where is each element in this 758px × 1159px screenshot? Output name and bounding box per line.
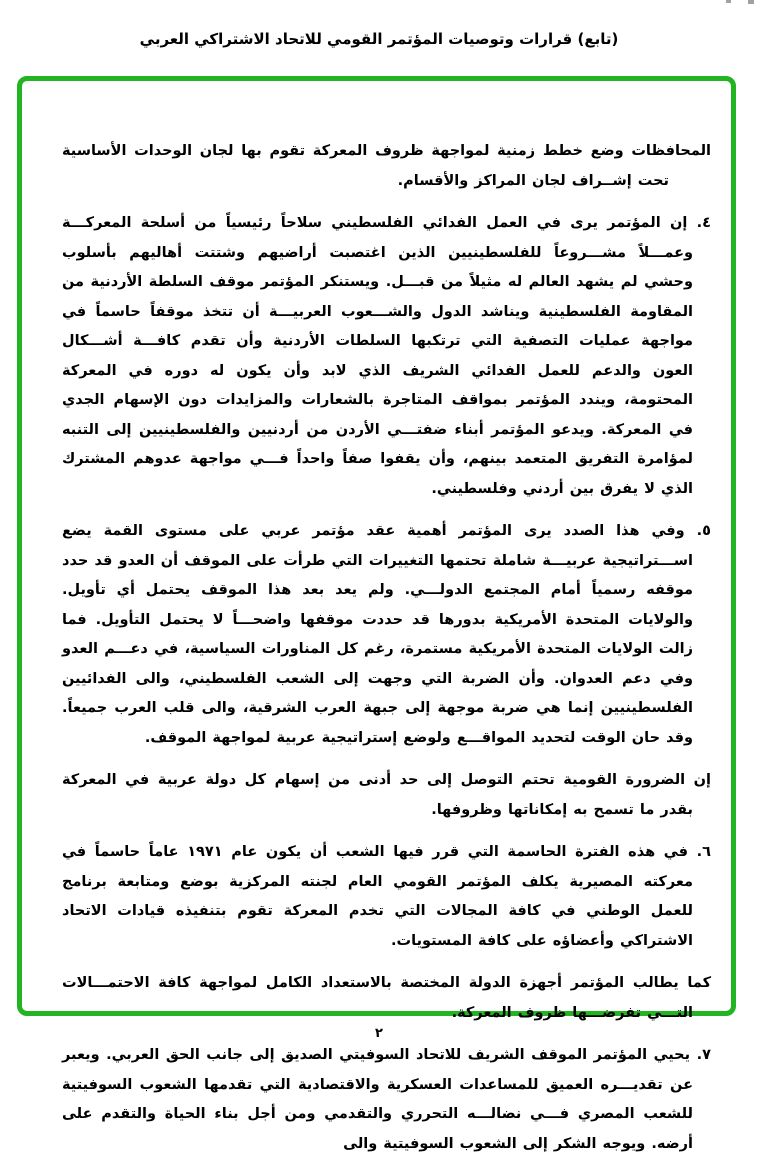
paragraph-note-2 <box>62 969 711 1028</box>
paragraph-text: وفي هذا الصدد يرى المؤتمر أهمية عقد مؤتمر عربي على مستوى القمة يضع اســـتراتيجية عربيـــة شاملة تحتمها التغييرات التي طرأت على الموقف أن العدو قد حدد موقفه رسمياً أمام المجتمع الدولـــي. ولم يعد بعد هذا الموقف يحتمل أي تأويل. والولايات المتحدة الأمريكية بدورها قد حددت موقفها واضحـــاً لا يحتمل التأويل. فما زالت الولايات المتحدة الأمريكية مستمرة، رغم كل المناورات السياسية، في دعـــم العدو وفي دعم العدوان. وأن الضربة التي وجهت إلى الشعب الفلسطيني، والى الفدائيين الفلسطينيين إنما هي ضربة موجهة إلى جبهة العرب الشرقية، والى قلب العرب جميعاً. وقد حان الوقت لتحديد المواقـــع ولوضع إستراتيجية عربية لمواجهة الموقف. <box>62 523 693 746</box>
paragraph-number: ٥. <box>696 523 711 539</box>
paragraph-note-1 <box>62 766 711 825</box>
paragraph-text: يحيي المؤتمر الموقف الشريف للاتحاد السوفيتي الصديق إلى جانب الحق العربي. ويعبر عن تقديـــره العميق للمساعدات العسكرية والاقتصادية التي تقدمها الشعوب السوفيتية للشعب المصري فـــي نضالـــه التحرري والتقدمي ومن أجل بناء الحياة والتقدم على أرضه. ويوجه الشكر إلى الشعوب السوفيتية والى <box>62 1047 693 1152</box>
scan-artifact <box>726 0 731 3</box>
paragraph-item-6 <box>62 838 711 956</box>
paragraph-number: ٤. <box>696 215 711 231</box>
page-number: ٢ <box>375 1026 383 1041</box>
page-title: (تابع) قرارات وتوصيات المؤتمر القومي للاتحاد الاشتراكي العربي <box>139 30 619 48</box>
paragraph-text: إن المؤتمر يرى في العمل الفدائي الفلسطيني سلاحاً رئيسياً من أسلحة المعركـــة وعمـــلاً مشـــروعاً للفلسطينيين الذين اغتصبت أراضيهم وشتتت أهاليهم بأسلوب وحشي لم يشهد العالم له مثيلاً من قبـــل. ويستنكر المؤتمر موقف السلطة الأردنية من المقاومة الفلسطينية ويناشد الدول والشـــعوب العربيـــة أن تتخذ موقفاً حاسماً في مواجهة عمليات التصفية التي ترتكبها السلطات الأردنية وأن تقدم كافـــة أشـــكال العون والدعم للعمل الفدائي الشريف الذي لابد وأن يكون له دوره في المعركة المحتومة، ويندد المؤتمر بمواقف المتاجرة بالشعارات والمزايدات دون الإسهام الجدي في المعركة. ويدعو المؤتمر أبناء ضفتـــي الأردن من أردنيين والفلسطينيين إلى التنبه لمؤامرة التفريق المتعمد بينهم، وأن يقفوا صفاً واحداً فـــي مواجهة عدوهم المشترك الذي لا يفرق بين أردني وفلسطيني. <box>62 215 693 497</box>
paragraph-item-5 <box>62 517 711 753</box>
paragraph-item-4 <box>62 209 711 504</box>
paragraph-item-7 <box>62 1041 711 1159</box>
paragraph-number: ٧. <box>696 1047 711 1063</box>
green-border-frame <box>17 76 736 1152</box>
paragraph-text: في هذه الفترة الحاسمة التي قرر فيها الشعب أن يكون عام ١٩٧١ عاماً حاسماً في معركته المصيرية يكلف المؤتمر القومي العام لجنته المركزية بوضع ومتابعة برنامج للعمل الوطني في كافة المجالات التي تخدم المعركة تقوم بتنفيذه قيادات الاتحاد الاشتراكي وأعضاؤه على كافة المستويات. <box>62 844 693 949</box>
paragraph-text: المحافظات وضع خطط زمنية لمواجهة ظروف المعركة تقوم بها لجان الوحدات الأساسية تحت إشــراف لجان المراكز والأقسام. <box>62 143 711 189</box>
paragraph-continuation <box>62 137 711 196</box>
paragraph-text: كما يطالب المؤتمر أجهزة الدولة المختصة بالاستعداد الكامل لمواجهة كافة الاحتمـــالات التـــي تفرضـــها ظروف المعركة. <box>62 975 711 1021</box>
paragraph-number: ٦. <box>696 844 711 860</box>
scan-artifact <box>748 0 754 4</box>
paragraph-text: إن الضرورة القومية تحتم التوصل إلى حد أدنى من إسهام كل دولة عربية في المعركة بقدر ما تسمح به إمكاناتها وظروفها. <box>62 772 711 818</box>
